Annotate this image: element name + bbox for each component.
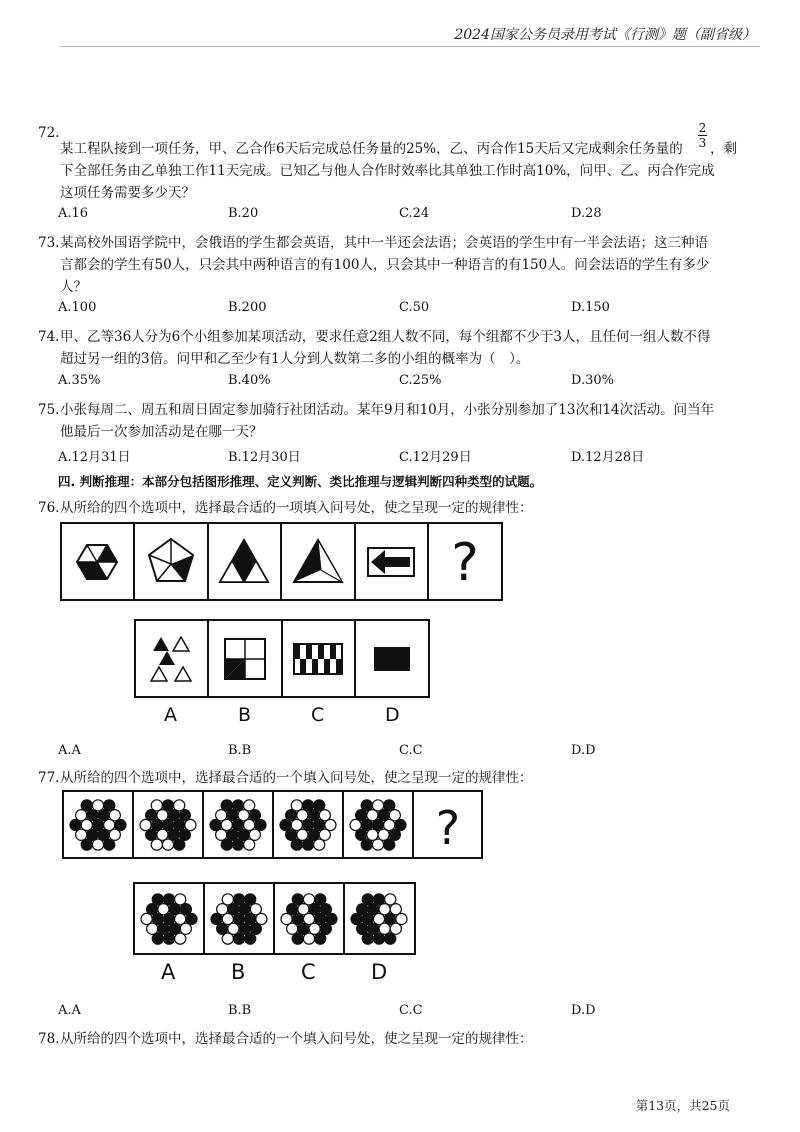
q76-figure-sequence	[60, 522, 505, 602]
question-mark: ?	[435, 801, 461, 855]
option-b[interactable]: B.B	[228, 1003, 252, 1018]
option-d[interactable]: D.D	[571, 743, 596, 758]
black-dot	[221, 839, 232, 850]
black-dot	[385, 933, 396, 944]
option-a[interactable]: A.12月31日	[58, 450, 131, 465]
option-c-figure[interactable]	[294, 644, 342, 674]
header-divider	[60, 46, 760, 47]
page-footer: 第13页，共25页	[635, 1098, 730, 1113]
q77-figure-sequence	[62, 790, 484, 860]
honeycomb-option-b	[211, 894, 267, 944]
honeycomb-figure-4	[280, 800, 336, 850]
honeycomb-figure-5	[350, 800, 406, 850]
white-dot	[222, 933, 233, 944]
black-dot	[302, 839, 313, 850]
honeycomb-figure-1	[70, 800, 126, 850]
option-d-figure[interactable]	[374, 647, 410, 671]
option-c[interactable]: C.C	[399, 743, 423, 758]
question-73	[38, 232, 750, 298]
option-label-b: B	[238, 704, 252, 726]
option-c[interactable]: C.24	[399, 206, 430, 221]
question-text: 这项任务需要多少天？	[60, 185, 195, 201]
options-77	[58, 1003, 748, 1023]
black-dot	[362, 933, 373, 944]
fraction-numerator: 2	[698, 121, 707, 135]
honeycomb-option-c	[281, 894, 337, 944]
option-label-a: A	[161, 960, 176, 984]
option-c[interactable]: C.12月29日	[399, 450, 472, 465]
option-a-figure[interactable]	[151, 637, 191, 681]
white-dot	[175, 933, 186, 944]
question-78	[38, 1028, 750, 1050]
option-d[interactable]: D.28	[571, 206, 602, 221]
option-b[interactable]: B.40%	[228, 373, 271, 388]
question-text: 下全部任务由乙单独工作11天完成。已知乙与他人合作时效率比其单独工作时高10%，问甲、乙、丙合作完成	[60, 163, 715, 179]
question-text: 从所给的四个选项中，选择最合适的一个填入问号处，使之呈现一定的规律性：	[60, 770, 533, 786]
black-dot	[233, 933, 244, 944]
triangle-shape	[220, 540, 268, 582]
question-number: 78.	[38, 1031, 60, 1047]
option-d[interactable]: D.12月28日	[571, 450, 645, 465]
black-dot	[292, 933, 303, 944]
q76-option-labels	[134, 704, 432, 728]
question-text: 超过另一组的3倍。问甲和乙至少有1人分到人数第二多的小组的概率为（ ）。	[60, 351, 530, 367]
option-c[interactable]: C.50	[399, 300, 430, 315]
option-c[interactable]: C.25%	[399, 373, 442, 388]
black-dot	[152, 933, 163, 944]
question-text: ，剩	[710, 141, 737, 157]
options-76	[58, 743, 748, 763]
option-b[interactable]: B.B	[228, 743, 252, 758]
fraction	[698, 122, 707, 149]
white-dot	[303, 933, 314, 944]
options-74	[58, 373, 748, 393]
option-label-c: C	[301, 960, 316, 984]
black-dot	[384, 839, 395, 850]
option-label-d: D	[385, 704, 400, 726]
q76-option-figures	[134, 619, 432, 699]
question-text: 他最后一次参加活动是在哪一天？	[60, 424, 263, 440]
black-dot	[163, 933, 174, 944]
question-text: 某工程队接到一项任务，甲、乙合作6天后完成总任务量的25%，乙、丙合作15天后又完成剩余任务量的	[60, 141, 683, 157]
honeycomb-option-d	[351, 894, 407, 944]
option-b[interactable]: B.20	[228, 206, 259, 221]
question-number: 72.	[38, 125, 60, 141]
white-dot	[92, 839, 103, 850]
triangle-center-shape	[294, 540, 342, 582]
arrow-shape	[368, 548, 414, 576]
question-74	[38, 326, 750, 370]
option-label-d: D	[371, 960, 388, 984]
question-text: 言都会的学生有50人，只会其中两种语言的有100人，只会其中一种语言的有150人。问会法语的学生有多少	[60, 257, 710, 273]
pentagon-shape	[149, 539, 193, 581]
question-mark: ?	[451, 533, 479, 593]
fraction-denominator: 3	[698, 136, 707, 150]
option-b[interactable]: B.200	[228, 300, 267, 315]
options-75	[58, 446, 748, 466]
question-number: 77.	[38, 770, 60, 786]
question-text: 人？	[60, 279, 87, 295]
question-text: 某高校外国语学院中，会俄语的学生都会英语，其中一半还会法语；会英语的学生中有一半会法语；这三种语	[60, 235, 708, 251]
black-dot	[291, 839, 302, 850]
black-dot	[361, 839, 372, 850]
honeycomb-figure-3	[210, 800, 266, 850]
option-a[interactable]: A.35%	[58, 373, 101, 388]
black-dot	[245, 933, 256, 944]
black-dot	[174, 839, 185, 850]
black-dot	[373, 933, 384, 944]
option-a[interactable]: A.16	[58, 206, 89, 221]
hexagon-shape	[77, 545, 117, 579]
black-dot	[315, 933, 326, 944]
option-label-a: A	[164, 704, 177, 726]
question-77	[38, 767, 750, 789]
section-heading: 四. 判断推理：本部分包括图形推理、定义判断、类比推理与逻辑判断四种类型的试题。	[58, 474, 543, 489]
options-73	[58, 300, 748, 320]
option-label-b: B	[231, 960, 246, 984]
honeycomb-figure-2	[140, 800, 196, 850]
question-text: 从所给的四个选项中，选择最合适的一项填入问号处，使之呈现一定的规律性：	[60, 500, 533, 516]
option-d[interactable]: D.D	[571, 1003, 596, 1018]
white-dot	[244, 839, 255, 850]
white-dot	[162, 839, 173, 850]
question-number: 74.	[38, 329, 60, 345]
option-b[interactable]: B.12月30日	[228, 450, 301, 465]
honeycomb-figures	[70, 800, 406, 850]
page-header-title: 2024国家公务员录用考试《行测》题（副省级）	[454, 27, 756, 43]
option-b-figure[interactable]	[225, 639, 265, 679]
question-72	[38, 122, 750, 204]
question-number: 75.	[38, 402, 60, 418]
honeycomb-option-a	[141, 894, 197, 944]
option-c[interactable]: C.C	[399, 1003, 423, 1018]
option-a[interactable]: A.A	[58, 1003, 81, 1018]
black-dot	[232, 839, 243, 850]
white-dot	[314, 839, 325, 850]
white-dot	[372, 839, 383, 850]
question-text: 小张每周二、周五和周日固定参加骑行社团活动。某年9月和10月，小张分别参加了13次和14次活动。问当年	[60, 402, 715, 418]
option-a[interactable]: A.100	[58, 300, 97, 315]
option-label-c: C	[311, 704, 325, 726]
white-dot	[151, 839, 162, 850]
question-text: 从所给的四个选项中，选择最合适的一个填入问号处，使之呈现一定的规律性：	[60, 1031, 533, 1047]
q77-option-figures	[133, 882, 417, 956]
question-number: 73.	[38, 235, 60, 251]
option-d[interactable]: D.150	[571, 300, 610, 315]
question-number: 76.	[38, 500, 60, 516]
question-76	[38, 497, 750, 519]
black-dot	[81, 839, 92, 850]
option-d[interactable]: D.30%	[571, 373, 614, 388]
question-text: 甲、乙等36人分为6个小组参加某项活动，要求任意2组人数不同，每个组都不少于3人，且任何一组人数不得	[60, 329, 711, 345]
question-75	[38, 399, 750, 443]
black-dot	[104, 839, 115, 850]
option-a[interactable]: A.A	[58, 743, 81, 758]
q77-option-labels	[133, 960, 417, 986]
options-72	[58, 206, 748, 226]
